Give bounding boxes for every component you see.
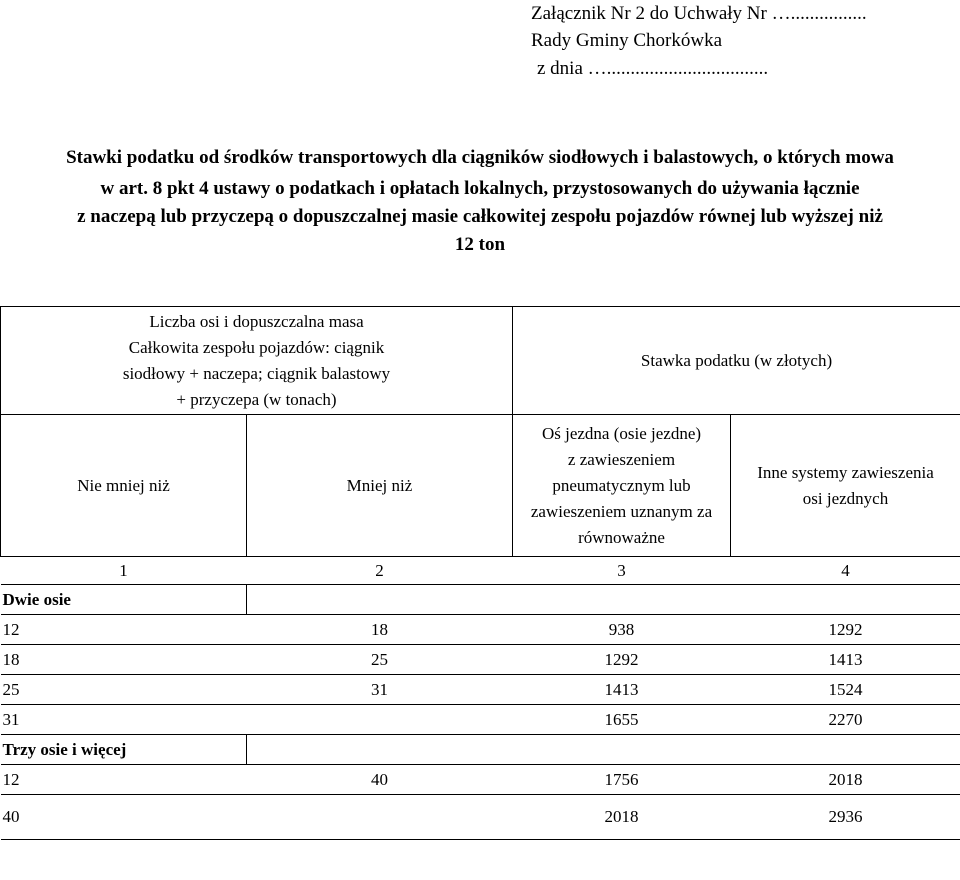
- mass-group-header-line: Całkowita zespołu pojazdów: ciągnik: [128, 337, 385, 357]
- annex-header-line1: Załącznik Nr 2 do Uchwały Nr …................: [531, 3, 867, 24]
- table-row: [1, 765, 960, 795]
- rate-group-header: Stawka podatku (w złotych): [513, 307, 960, 415]
- air-suspension-header-line: równoważne: [578, 527, 665, 547]
- table-row: [1, 675, 960, 705]
- group-row-three-axles: [1, 735, 960, 765]
- mass-group-header: [1, 307, 513, 415]
- column-number: 2: [247, 557, 513, 585]
- annex-header-line2: Rady Gminy Chorkówka: [531, 30, 723, 51]
- document-title-line2: w art. 8 pkt 4 ustawy o podatkach i opłatach lokalnych, przystosowanych do używania łącznie: [100, 178, 860, 199]
- document-title-line1: Stawki podatku od środków transportowych dla ciągników siodłowych i balastowych, o których mowa: [66, 147, 894, 168]
- table-subheader-row: [1, 415, 960, 557]
- air-rate-cell: 1655: [513, 705, 731, 735]
- air-suspension-header-line: pneumatycznym lub: [552, 475, 691, 495]
- other-rate-cell: 2018: [731, 765, 960, 795]
- air-rate-cell: 2018: [513, 795, 731, 840]
- mass-group-header-line: siodłowy + naczepa; ciągnik balastowy: [122, 363, 391, 383]
- column-number: 4: [731, 557, 960, 585]
- group-label: Trzy osie i więcej: [1, 735, 247, 765]
- other-rate-cell: 2270: [731, 705, 960, 735]
- air-suspension-header-line: zawieszeniem uznanym za: [530, 501, 713, 521]
- document-title-line4: 12 ton: [454, 234, 506, 255]
- other-suspension-header: [731, 415, 960, 557]
- air-rate-cell: 938: [513, 615, 731, 645]
- max-mass-cell: [247, 795, 513, 840]
- min-mass-cell: 18: [1, 645, 247, 675]
- other-rate-cell: 1292: [731, 615, 960, 645]
- max-mass-cell: [247, 705, 513, 735]
- air-rate-cell: 1413: [513, 675, 731, 705]
- other-rate-cell: 1524: [731, 675, 960, 705]
- max-mass-cell: 40: [247, 765, 513, 795]
- column-number: 1: [1, 557, 247, 585]
- table-row: [1, 645, 960, 675]
- table-row: [1, 795, 960, 840]
- document-title-line3: z naczepą lub przyczepą o dopuszczalnej masie całkowitej zespołu pojazdów równej lub wyższej niż: [77, 206, 883, 227]
- table-row: [1, 615, 960, 645]
- other-rate-cell: 1413: [731, 645, 960, 675]
- min-mass-header: Nie mniej niż: [1, 415, 247, 557]
- group-label: Dwie osie: [1, 585, 247, 615]
- air-suspension-header: [513, 415, 731, 557]
- min-mass-cell: 12: [1, 765, 247, 795]
- max-mass-cell: 31: [247, 675, 513, 705]
- max-mass-header: Mniej niż: [247, 415, 513, 557]
- min-mass-cell: 25: [1, 675, 247, 705]
- other-rate-cell: 2936: [731, 795, 960, 840]
- table-row: [1, 705, 960, 735]
- other-suspension-header-line: osi jezdnych: [802, 488, 889, 508]
- min-mass-cell: 40: [1, 795, 247, 840]
- air-suspension-header-line: Oś jezdna (osie jezdne): [541, 423, 702, 443]
- tax-rate-table: [0, 306, 960, 840]
- air-suspension-header-line: z zawieszeniem: [567, 449, 676, 469]
- min-mass-cell: 12: [1, 615, 247, 645]
- min-mass-cell: 31: [1, 705, 247, 735]
- table-header-row: [1, 307, 960, 415]
- column-number: 3: [513, 557, 731, 585]
- max-mass-cell: 18: [247, 615, 513, 645]
- other-suspension-header-line: Inne systemy zawieszenia: [757, 462, 934, 482]
- air-rate-cell: 1756: [513, 765, 731, 795]
- annex-header-line3: z dnia …..................................: [537, 58, 769, 79]
- mass-group-header-line: + przyczepa (w tonach): [176, 389, 337, 409]
- air-rate-cell: 1292: [513, 645, 731, 675]
- mass-group-header-line: Liczba osi i dopuszczalna masa: [149, 311, 364, 331]
- group-row-two-axles: [1, 585, 960, 615]
- max-mass-cell: 25: [247, 645, 513, 675]
- column-number-row: [1, 557, 960, 585]
